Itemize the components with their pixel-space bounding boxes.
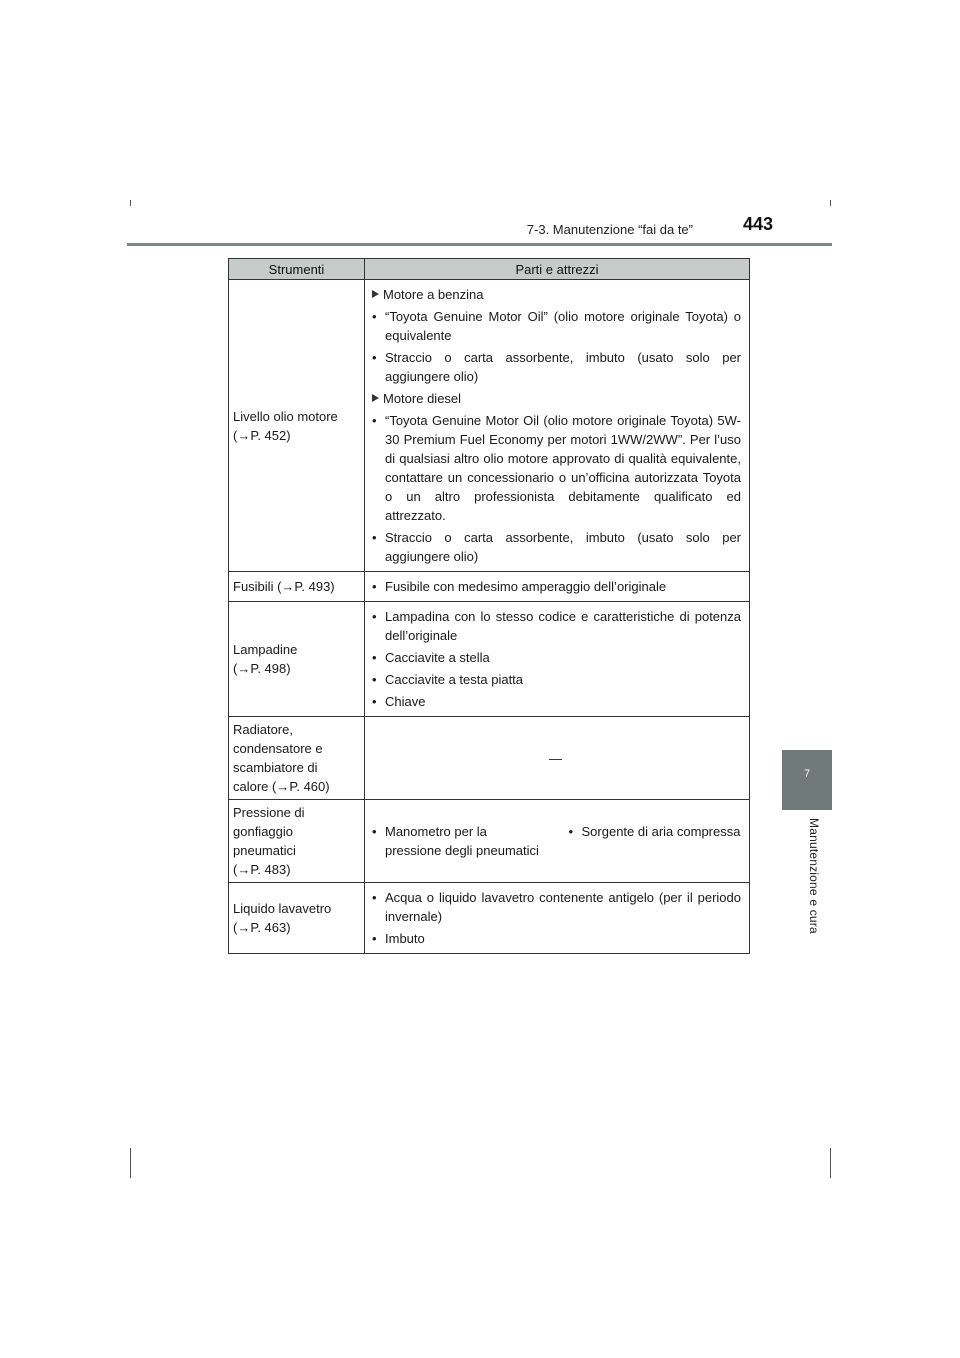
- tool-page-ref: (→P. 498): [233, 661, 291, 676]
- crop-mark: [830, 1148, 831, 1178]
- tool-name: Livello olio motore: [233, 408, 338, 424]
- tool-page-ref: (→P. 463): [233, 920, 291, 935]
- chapter-tab: [782, 750, 832, 810]
- column-header-tools: Strumenti: [229, 259, 365, 280]
- table-row: [229, 800, 750, 883]
- tool-name: gonfiaggio: [233, 824, 293, 839]
- list-item: • Lampadina con lo stesso codice e caratteristiche di potenza dell’originale: [370, 607, 741, 645]
- page-number: 443: [742, 214, 773, 234]
- list-item: • Straccio o carta assorbente, imbuto (usato solo per aggiungere olio): [370, 528, 741, 566]
- crop-mark: [130, 1148, 131, 1178]
- tool-name: Fusibili (→P. 493): [233, 579, 335, 594]
- parts-cell: [365, 572, 750, 602]
- chapter-label: Manutenzione e cura: [807, 818, 821, 934]
- chapter-number: 7: [803, 768, 811, 780]
- crop-mark: [830, 200, 831, 206]
- list-item: • Manometro per la pressione degli pneumatici: [370, 822, 567, 860]
- parts-cell: [365, 800, 750, 883]
- list-item: • Cacciavite a testa piatta: [370, 670, 741, 689]
- tool-page-ref: (→P. 483): [233, 862, 291, 877]
- parts-cell: [365, 280, 750, 572]
- tool-name: condensatore e: [233, 741, 323, 756]
- tool-cell: [229, 717, 365, 800]
- list-item: • Imbuto: [370, 929, 741, 948]
- parts-two-column: [370, 819, 741, 863]
- table-row: [229, 602, 750, 717]
- tool-name: Pressione di: [233, 805, 305, 820]
- tool-name: Radiatore,: [233, 722, 293, 737]
- tool-cell: [229, 800, 365, 883]
- tool-name: scambiatore di: [233, 760, 318, 775]
- crop-mark: [130, 200, 131, 206]
- section-title: 7-3. Manutenzione “fai da te”: [526, 222, 693, 237]
- table-row: [229, 572, 750, 602]
- table-row: [229, 883, 750, 954]
- tool-name: Lampadine: [233, 642, 298, 657]
- list-item: • Sorgente di aria compressa: [567, 822, 742, 860]
- not-applicable-dash: —: [549, 750, 562, 766]
- tool-name: pneumatici: [233, 843, 296, 858]
- tool-cell: [229, 883, 365, 954]
- tool-page-ref: (→P. 452): [233, 427, 291, 443]
- page-header: [127, 214, 773, 238]
- list-item: • Chiave: [370, 692, 741, 711]
- tool-cell: [229, 602, 365, 717]
- parts-cell: [365, 717, 750, 800]
- parts-cell: [365, 602, 750, 717]
- tool-cell: [229, 572, 365, 602]
- header-divider: [127, 243, 832, 246]
- list-item: • “Toyota Genuine Motor Oil” (olio motore originale Toyota) o equivalente: [370, 307, 741, 345]
- list-item: • Cacciavite a stella: [370, 648, 741, 667]
- list-item: • Acqua o liquido lavavetro contenente antigelo (per il periodo invernale): [370, 888, 741, 926]
- diesel-engine-heading: Motore diesel: [370, 389, 741, 408]
- tools-table: [228, 258, 750, 954]
- table-header-row: [229, 259, 750, 280]
- tool-cell: [229, 280, 365, 572]
- column-header-parts: Parti e attrezzi: [365, 259, 750, 280]
- table-row: [229, 280, 750, 572]
- list-item: • “Toyota Genuine Motor Oil (olio motore originale Toyota) 5W-30 Premium Fuel Economy per motori 1WW/2WW”. Per l’uso di qualsiasi altro olio motore approvato di qualità equivalente, contattare un concessionario o un’officina autorizzata Toyota o un altro professionista debitamente qualificato ed attrezzato.: [370, 411, 741, 525]
- list-item: • Fusibile con medesimo amperaggio dell’originale: [370, 577, 741, 596]
- tool-page-ref: calore (→P. 460): [233, 779, 330, 794]
- petrol-engine-heading: Motore a benzina: [370, 285, 741, 304]
- list-item: • Straccio o carta assorbente, imbuto (usato solo per aggiungere olio): [370, 348, 741, 386]
- table-row: [229, 717, 750, 800]
- parts-cell: [365, 883, 750, 954]
- tool-name: Liquido lavavetro: [233, 901, 332, 916]
